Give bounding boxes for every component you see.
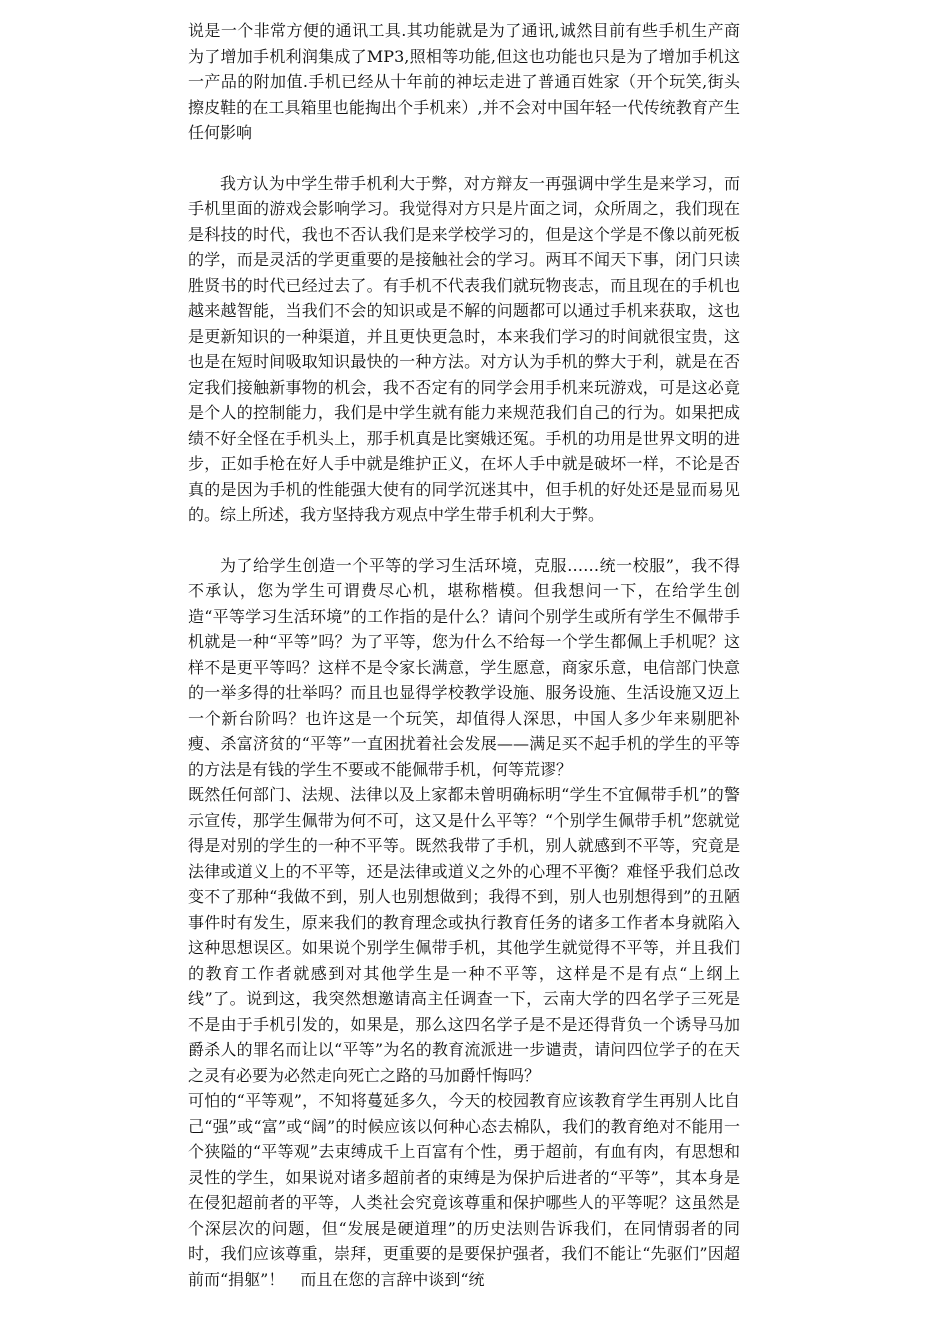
paragraph-3: 为了给学生创造一个平等的学习生活环境，克服……统一校服”，我不得不承认，您为学生可谓费尽心机，堪称楷模。但我想问一下，在给学生创造“平等学习生活环境”的工作指的是什么？请问个别学生或所有学生不佩带手机就是一种“平等”吗？为了平等，您为什么不给每一个学生都佩上手机呢？这样不是更平等吗？这样不是令家长满意，学生愿意，商家乐意，电信部门快意的一举多得的壮举吗？而且也显得学校教学设施、服务设施、生活设施又迈上一个新台阶吗？也许这是一个玩笑，却值得人深思，中国人多少年来剔肥补瘦、杀富济贫的“平等”一直困扰着社会发展——满足买不起手机的学生的平等的方法是有钱的学生不要或不能佩带手机，何等荒谬？ 既然任何部门、法规、法律以及上家都未曾明确标明“学生不宜佩带手机”的警示宣传，那学生佩带为何不可，这又是什么平等？“个别学生佩带手机”您就觉得是对别的学生的一种不平等。既然我带了手机，别人就感到不平等，究竟是法律或道义上的不平等，还是法律或道义之外的心理不平衡？难怪乎我们总改变不了那种“我做不到，别人也别想做到；我得不到，别人也别想得到”的丑陋事件时有发生，原来我们的教育理念或执行教育任务的诸多工作者本身就陷入这种思想误区。如果说个别学生佩带手机，其他学生就觉得不平等，并且我们的教育工作者就感到对其他学生是一种不平等，这样是不是有点“上纲上线”了。说到这，我突然想邀请高主任调查一下，云南大学的四名学子三死是不是由于手机引发的，如果是，那么这四名学子是不是还得背负一个诱导马加爵杀人的罪名而让以“平等”为名的教育流派进一步谴责，请问四位学子的在天之灵有必要为必然走向死亡之路的马加爵忏悔吗？ 可怕的“平等观”，不知将蔓延多久，今天的校园教育应该教育学生再别人比自己“强”或“富”或“阔”的时候应该以何种心态去棉队，我们的教育绝对不能用一个狭隘的“平等观”去束缚成千上百富有个性，勇于超前，有血有肉，有思想和灵性的学生，如果说对诸多超前者的束缚是为保护后进者的“平等”，其本身是在侵犯超前者的平等，人类社会究竟该尊重和保护哪些人的平等呢？这虽然是个深层次的问题，但“发展是硬道理”的历史法则告诉我们，在同情弱者的同时，我们应该尊重，崇拜，更重要的是要保护强者，我们不能让“先驱们”因超前而“捐躯”！ 而且在您的言辞中谈到“统	[188, 555, 740, 1289]
paragraph-2: 我方认为中学生带手机利大于弊，对方辩友一再强调中学生是来学习，而手机里面的游戏会影响学习。我觉得对方只是片面之词，众所周之，我们现在是科技的时代，我也不否认我们是来学校学习的，但是这个学是不像以前死板的学，而是灵活的学更重要的是接触社会的学习。两耳不闻天下事，闭门只读胜贤书的时代已经过去了。有手机不代表我们就玩物丧志，而且现在的手机也越来越智能，当我们不会的知识或是不解的问题都可以通过手机来获取，这也是更新知识的一种渠道，并且更快更急时，本来我们学习的时间就很宝贵，这也是在短时间吸取知识最快的一种方法。对方认为手机的弊大于利，就是在否定我们接触新事物的机会，我不否定有的同学会用手机来玩游戏，可是这必竟是个人的控制能力，我们是中学生就有能力来规范我们自己的行为。如果把成绩不好全怪在手机头上，那手机真是比窦娥还冤。手机的功用是世界文明的进步，正如手枪在好人手中就是维护正义，在坏人手中就是破坏一样，不论是否真的是因为手机的性能强大使有的同学沉迷其中，但手机的好处还是显而易见的。综上所述，我方坚持我方观点中学生带手机利大于弊。	[188, 173, 740, 524]
paragraph-1: 说是一个非常方便的通讯工具.其功能就是为了通讯,诚然目前有些手机生产商为了增加手机利润集成了MP3,照相等功能,但这也功能也只是为了增加手机这一产品的附加值.手机已经从十年前的神坛走进了普通百姓家（开个玩笑,街头擦皮鞋的在工具箱里也能掏出个手机来）,并不会对中国年轻一代传统教育产生任何影响	[188, 21, 740, 142]
document-body	[188, 18, 740, 1292]
